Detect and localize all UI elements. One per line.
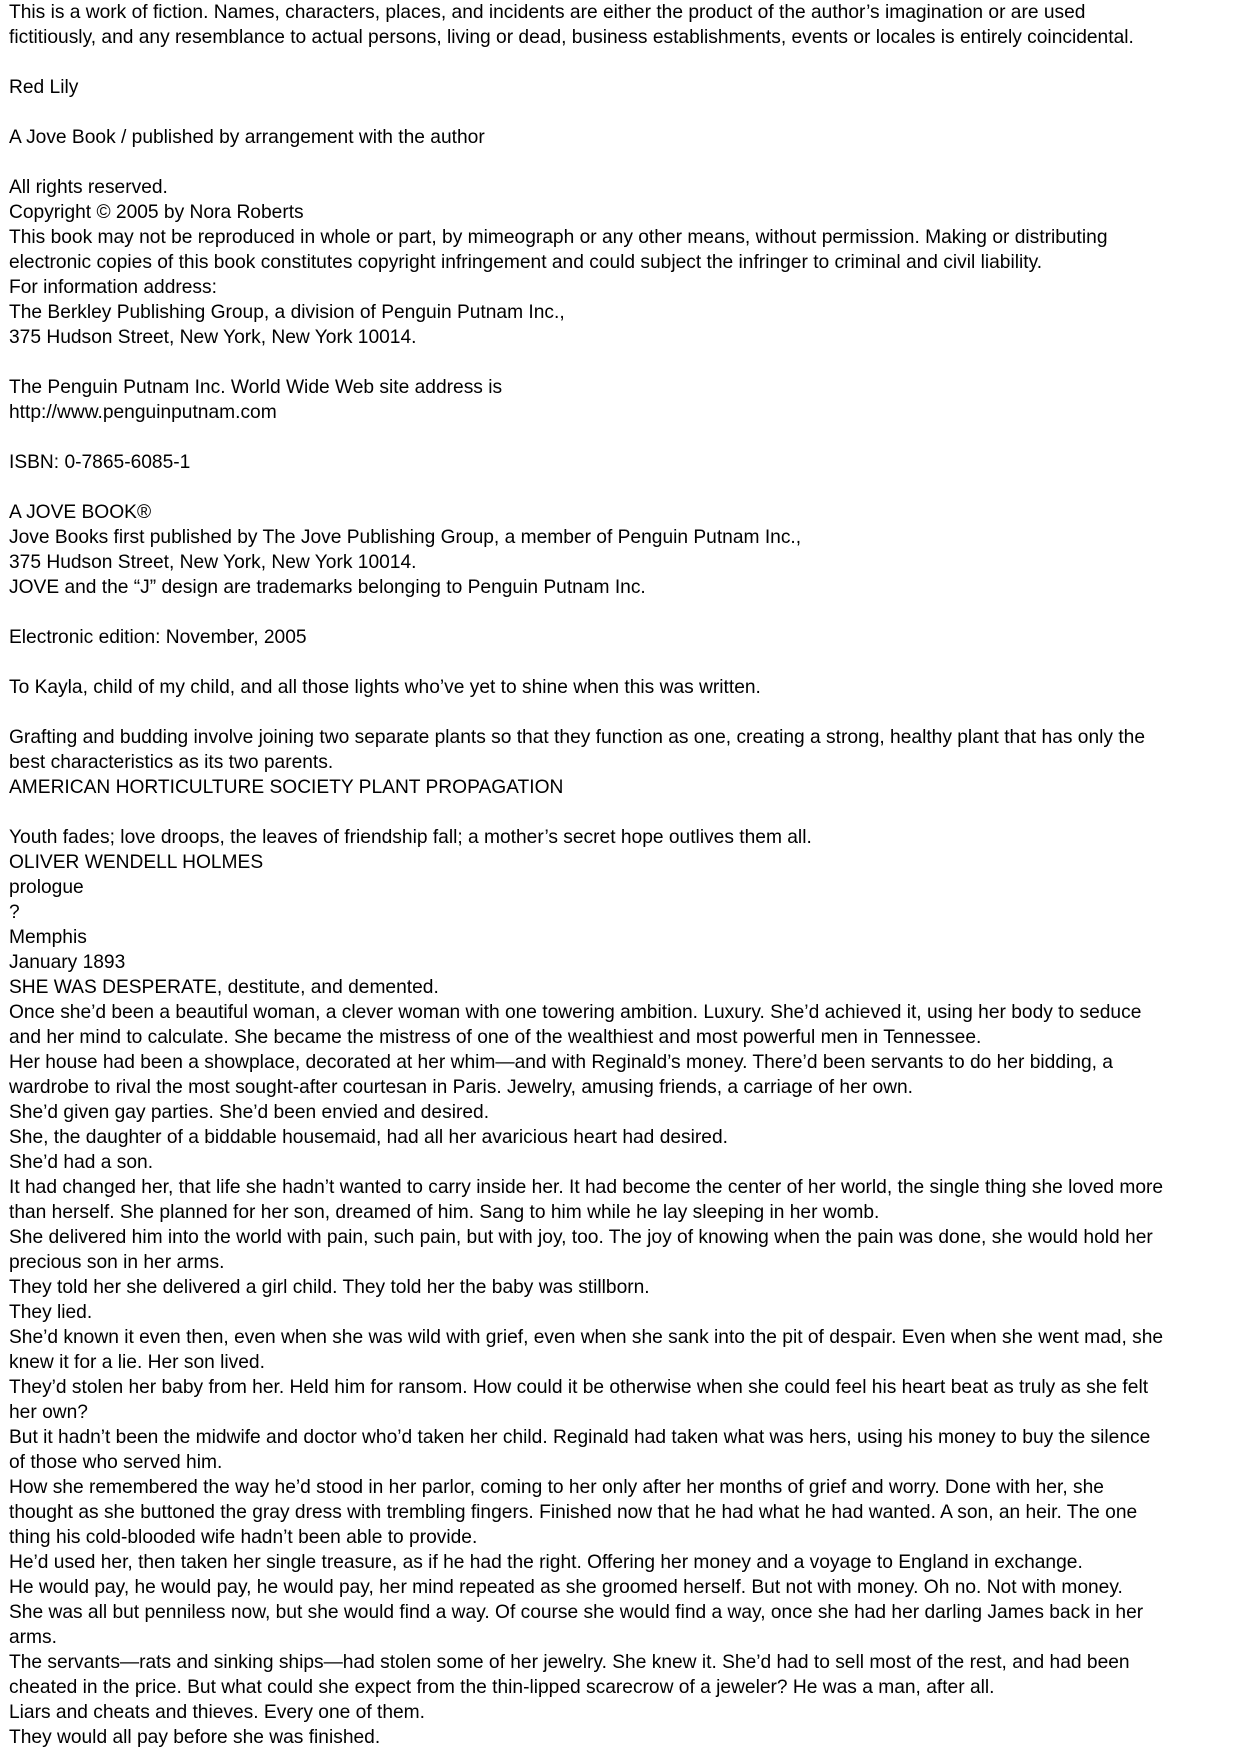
text-line: They lied. <box>9 1302 93 1323</box>
text-line: All rights reserved. <box>9 177 168 198</box>
text-line: For information address: <box>9 277 217 298</box>
text-line: knew it for a lie. Her son lived. <box>9 1352 265 1373</box>
text-line: Liars and cheats and thieves. Every one of them. <box>9 1702 425 1723</box>
text-line: Electronic edition: November, 2005 <box>9 627 307 648</box>
text-line: She delivered him into the world with pain, such pain, but with joy, too. The joy of knowing when the pain was done, she would hold her <box>9 1227 1153 1248</box>
text-line: thing his cold-blooded wife hadn’t been able to provide. <box>9 1527 478 1548</box>
text-line: than herself. She planned for her son, dreamed of him. Sang to him while he lay sleeping in her womb. <box>9 1202 880 1223</box>
text-line: They would all pay before she was finished. <box>9 1727 381 1748</box>
text-line: Red Lily <box>9 77 79 98</box>
text-line: AMERICAN HORTICULTURE SOCIETY PLANT PROPAGATION <box>9 777 564 798</box>
blank-line <box>9 600 1235 625</box>
blank-line <box>9 50 1235 75</box>
text-line: ISBN: 0-7865-6085-1 <box>9 452 191 473</box>
text-line: Grafting and budding involve joining two separate plants so that they function as one, creating a strong, healthy plant that has only the <box>9 727 1145 748</box>
text-line: He’d used her, then taken her single treasure, as if he had the right. Offering her money and a voyage to England in exchange. <box>9 1552 1083 1573</box>
text-line: She was all but penniless now, but she would find a way. Of course she would find a way, once she had her darling James back in her <box>9 1602 1144 1623</box>
text-line: How she remembered the way he’d stood in her parlor, coming to her only after her months of grief and worry. Done with her, she <box>9 1477 1104 1498</box>
text-line: JOVE and the “J” design are trademarks belonging to Penguin Putnam Inc. <box>9 577 646 598</box>
text-line: 375 Hudson Street, New York, New York 10014. <box>9 327 417 348</box>
text-line: It had changed her, that life she hadn’t wanted to carry inside her. It had become the center of her world, the single thing she loved more <box>9 1177 1164 1198</box>
blank-line <box>9 475 1235 500</box>
text-line: Copyright © 2005 by Nora Roberts <box>9 202 304 223</box>
text-line: They’d stolen her baby from her. Held him for ransom. How could it be otherwise when she could feel his heart beat as truly as she felt <box>9 1377 1149 1398</box>
text-line: prologue <box>9 877 84 898</box>
text-line: SHE WAS DESPERATE, destitute, and demented. <box>9 977 439 998</box>
blank-line <box>9 150 1235 175</box>
text-line: Memphis <box>9 927 87 948</box>
blank-line <box>9 425 1235 450</box>
text-line: Youth fades; love droops, the leaves of friendship fall; a mother’s secret hope outlives them all. <box>9 827 812 848</box>
text-line: thought as she buttoned the gray dress with trembling fingers. Finished now that he had what he had wanted. A son, an heir. The one <box>9 1502 1138 1523</box>
text-line: and her mind to calculate. She became the mistress of one of the wealthiest and most powerful men in Tennessee. <box>9 1027 982 1048</box>
text-line: She’d had a son. <box>9 1152 154 1173</box>
blank-line <box>9 650 1235 675</box>
text-line: http://www.penguinputnam.com <box>9 402 277 423</box>
text-line: This book may not be reproduced in whole or part, by mimeograph or any other means, without permission. Making or distributing <box>9 227 1108 248</box>
text-line: She’d known it even then, even when she was wild with grief, even when she sank into the pit of despair. Even when she went mad, she <box>9 1327 1164 1348</box>
text-line: 375 Hudson Street, New York, New York 10014. <box>9 552 417 573</box>
text-line: She’d given gay parties. She’d been envied and desired. <box>9 1102 490 1123</box>
text-line: But it hadn’t been the midwife and doctor who’d taken her child. Reginald had taken what was hers, using his money to buy the silence <box>9 1427 1151 1448</box>
text-line: electronic copies of this book constitutes copyright infringement and could subject the infringer to criminal and civil liability. <box>9 252 1043 273</box>
text-line: of those who served him. <box>9 1452 223 1473</box>
blank-line <box>9 100 1235 125</box>
blank-line <box>9 800 1235 825</box>
text-line: arms. <box>9 1627 57 1648</box>
text-line: They told her she delivered a girl child. They told her the baby was stillborn. <box>9 1277 650 1298</box>
text-line: OLIVER WENDELL HOLMES <box>9 852 264 873</box>
text-line: precious son in her arms. <box>9 1252 225 1273</box>
text-line: cheated in the price. But what could she expect from the thin-lipped scarecrow of a jeweler? He was a man, after all. <box>9 1677 995 1698</box>
document-page <box>9 0 1235 1750</box>
text-line: He would pay, he would pay, he would pay, her mind repeated as she groomed herself. But not with money. Oh no. Not with money. <box>9 1577 1123 1598</box>
text-line: A JOVE BOOK® <box>9 502 152 523</box>
text-line: Jove Books first published by The Jove Publishing Group, a member of Penguin Putnam Inc., <box>9 527 802 548</box>
text-line: Her house had been a showplace, decorated at her whim—and with Reginald’s money. There’d been servants to do her bidding, a <box>9 1052 1113 1073</box>
blank-line <box>9 350 1235 375</box>
text-line: To Kayla, child of my child, and all those lights who’ve yet to shine when this was written. <box>9 677 761 698</box>
text-line: This is a work of fiction. Names, characters, places, and incidents are either the product of the author’s imagination or are used <box>9 2 1086 23</box>
blank-line <box>9 700 1235 725</box>
text-line: fictitiously, and any resemblance to actual persons, living or dead, business establishments, events or locales is entirely coincidental. <box>9 27 1134 48</box>
text-line: her own? <box>9 1402 88 1423</box>
text-line: The Penguin Putnam Inc. World Wide Web site address is <box>9 377 503 398</box>
text-line: ? <box>9 902 20 923</box>
text-line: best characteristics as its two parents. <box>9 752 334 773</box>
text-line: A Jove Book / published by arrangement with the author <box>9 127 485 148</box>
text-line: The Berkley Publishing Group, a division of Penguin Putnam Inc., <box>9 302 565 323</box>
text-line: The servants—rats and sinking ships—had stolen some of her jewelry. She knew it. She’d had to sell most of the rest, and had been <box>9 1652 1130 1673</box>
text-line: wardrobe to rival the most sought-after courtesan in Paris. Jewelry, amusing friends, a carriage of her own. <box>9 1077 914 1098</box>
text-line: She, the daughter of a biddable housemaid, had all her avaricious heart had desired. <box>9 1127 728 1148</box>
text-line: Once she’d been a beautiful woman, a clever woman with one towering ambition. Luxury. She’d achieved it, using her body to seduce <box>9 1002 1142 1023</box>
text-line: January 1893 <box>9 952 126 973</box>
